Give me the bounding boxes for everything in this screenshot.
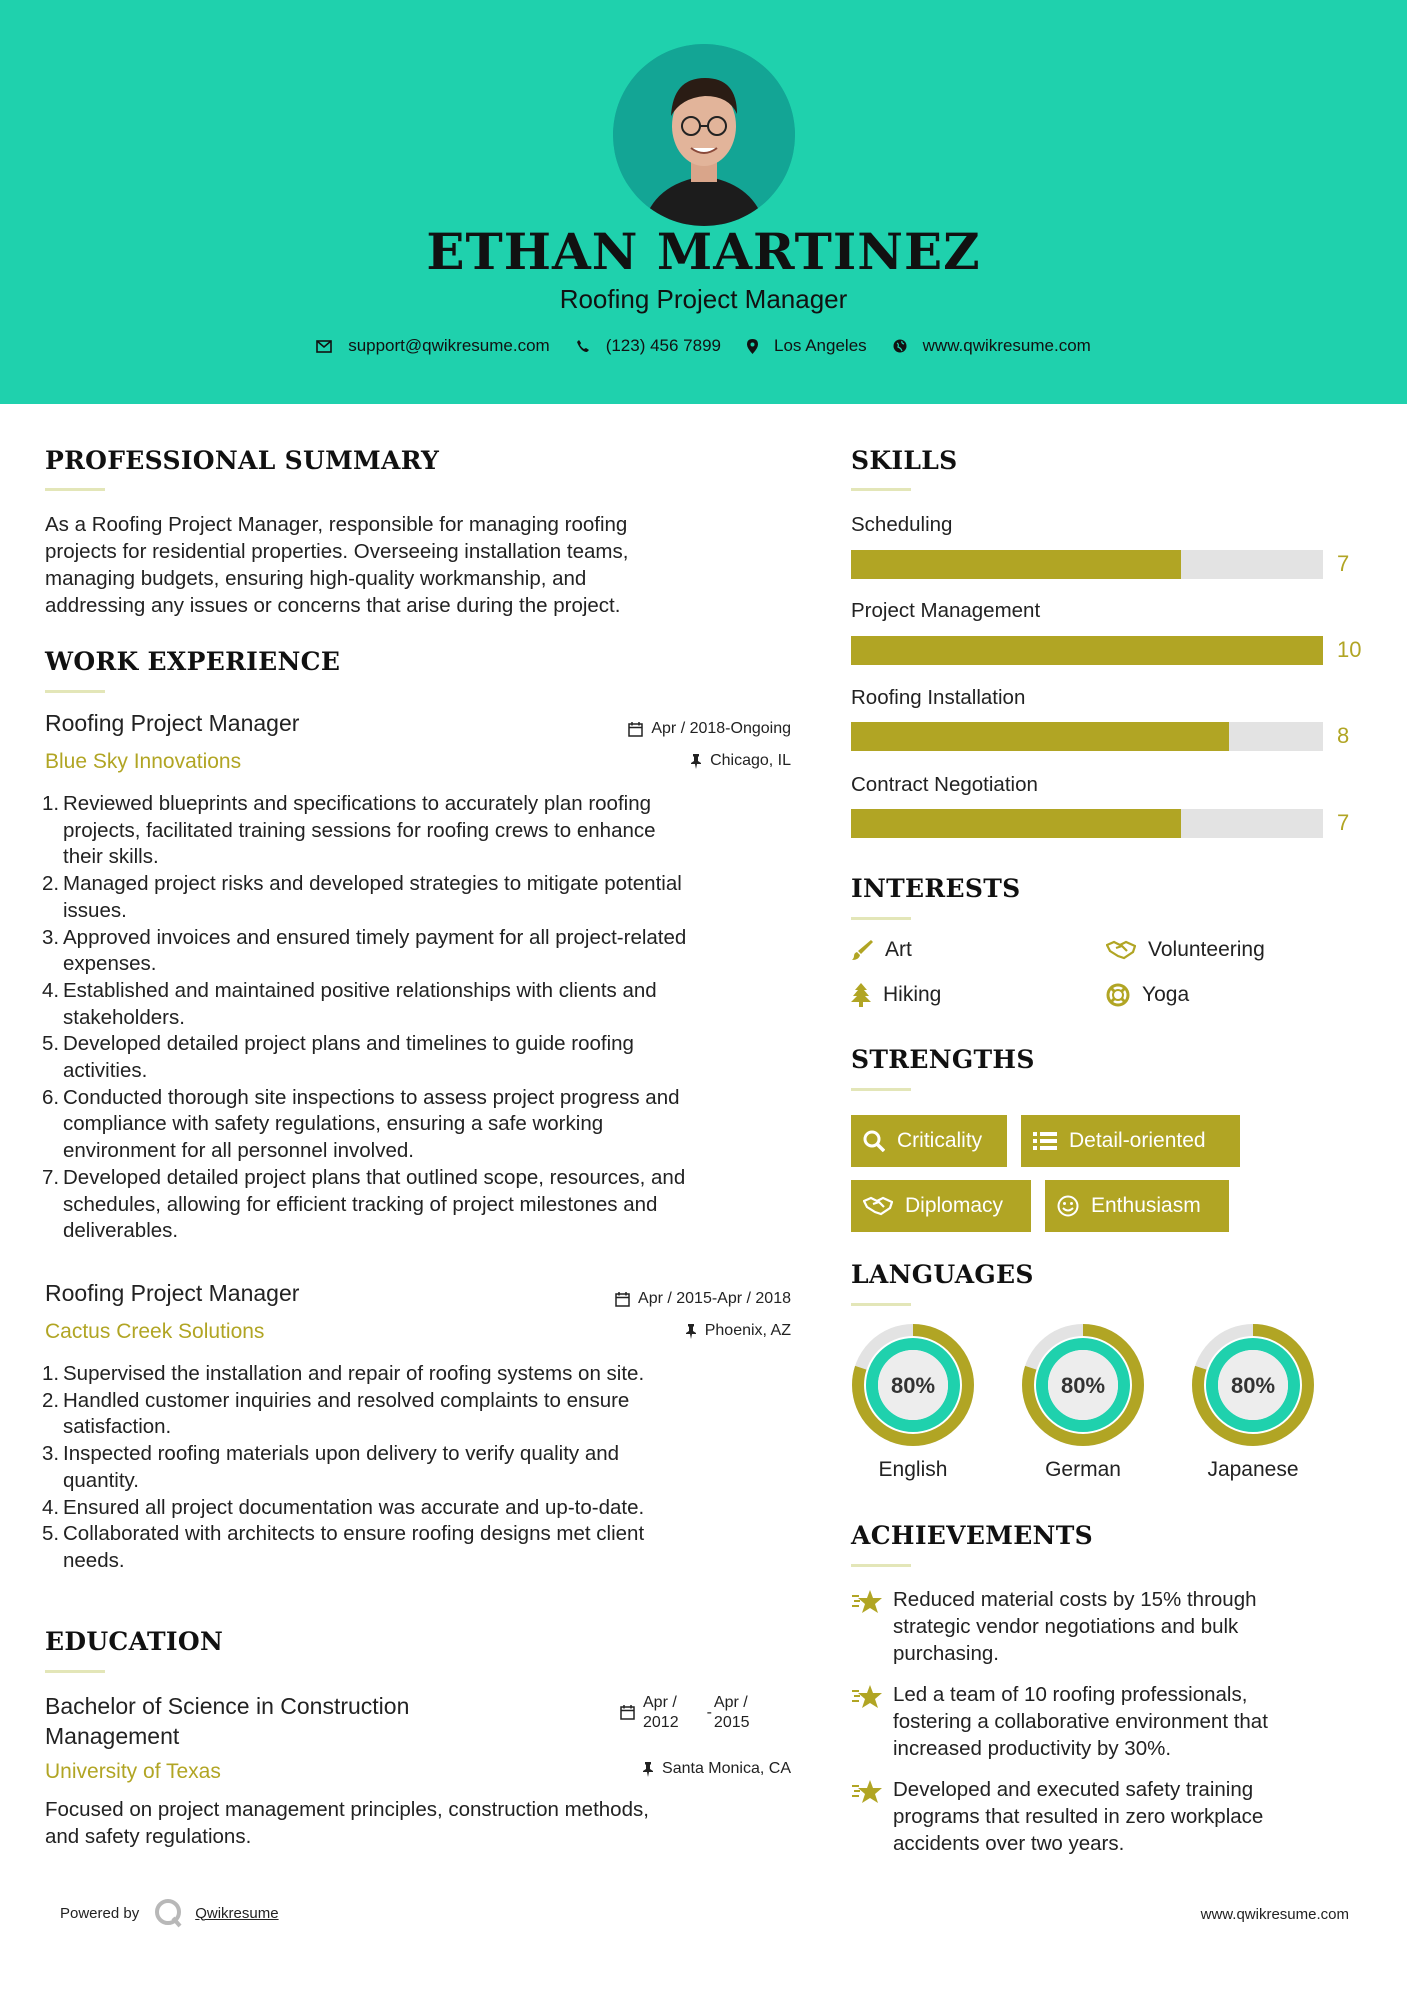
language-percent: 80%: [890, 1373, 936, 1398]
smile-icon: [1057, 1195, 1079, 1217]
job-location-text: Chicago, IL: [710, 752, 791, 769]
achievement-text: Led a team of 10 roofing professionals, fostering a collaborative environment that increased productivity by 30%.: [893, 1683, 1268, 1760]
lifebuoy-icon: [1106, 983, 1130, 1007]
list-item: 4. Established and maintained positive relationships with clients and stakeholders.: [42, 978, 657, 1029]
qwikresume-link[interactable]: Qwikresume: [195, 1904, 279, 1922]
envelope-icon: [316, 340, 332, 353]
header-banner: [0, 0, 1407, 404]
achievement-text: Developed and executed safety training programs that resulted in zero workplace accidents over two years.: [893, 1778, 1264, 1855]
skills-heading-underline: [851, 488, 911, 491]
achievement-item: [851, 1681, 1268, 1762]
footer-powered-by: [60, 1897, 279, 1929]
powered-by-label: Powered by: [60, 1904, 140, 1922]
skill-bar-fill: [851, 636, 1323, 665]
summary-line: As a Roofing Project Manager, responsible for managing roofing: [45, 513, 628, 536]
skills-heading: SKILLS: [851, 446, 958, 475]
education-location-text: Santa Monica, CA: [662, 1760, 791, 1777]
contact-bar: [0, 336, 1407, 356]
phone-icon: [576, 339, 590, 353]
contact-website[interactable]: [893, 336, 1091, 356]
search-icon: [863, 1130, 885, 1152]
job-duties-list: [42, 791, 803, 1245]
languages-heading-underline: [851, 1303, 911, 1306]
achievements-heading-underline: [851, 1564, 911, 1567]
job-company: Cactus Creek Solutions: [45, 1320, 265, 1343]
footer-website-link[interactable]: www.qwikresume.com: [1200, 1906, 1349, 1923]
brush-icon: [851, 939, 873, 961]
skill-bar-track: [851, 809, 1323, 838]
interest-art: Art: [851, 938, 912, 962]
job-location: [480, 752, 791, 770]
education-description: Focused on project management principles, construction methods, and safety regulations.: [45, 1798, 649, 1848]
map-pin-icon: [747, 339, 758, 354]
education-heading-underline: [45, 1670, 105, 1673]
summary-text: [45, 511, 785, 619]
strength-badge-detail-oriented: Detail-oriented: [1021, 1115, 1240, 1167]
job-dates-text: Apr / 2015-Apr / 2018: [638, 1290, 791, 1307]
skill-value: 7: [1337, 551, 1350, 576]
job-location-text: Phoenix, AZ: [704, 1322, 791, 1339]
achievement-item: [851, 1776, 1263, 1857]
interests-heading-underline: [851, 917, 911, 920]
job-dates: [480, 720, 791, 738]
summary-line: projects for residential properties. Overseeing installation teams,: [45, 540, 629, 563]
job-location: [480, 1322, 791, 1340]
experience-heading: WORK EXPERIENCE: [45, 647, 341, 676]
candidate-name: ETHAN MARTINEZ: [426, 222, 981, 281]
list-icon: [1033, 1131, 1057, 1151]
contact-location-text: Los Angeles: [774, 336, 867, 355]
calendar-icon: [615, 1292, 630, 1307]
education-heading: EDUCATION: [45, 1627, 224, 1656]
strengths-heading-underline: [851, 1088, 911, 1091]
summary-heading-underline: [45, 488, 105, 491]
education-date-end: Apr / 2015: [713, 1694, 750, 1731]
language-donut: [1021, 1323, 1145, 1447]
tree-icon: [851, 983, 871, 1007]
strengths-heading: STRENGTHS: [851, 1045, 1035, 1074]
calendar-icon: [628, 722, 643, 737]
list-item: 2. Handled customer inquiries and resolved complaints to ensure satisfaction.: [42, 1388, 630, 1439]
education-dates: [620, 1693, 750, 1733]
language-label: English: [878, 1458, 948, 1481]
globe-icon: [893, 339, 907, 353]
language-label: Japanese: [1207, 1458, 1299, 1481]
list-item: 1. Reviewed blueprints and specifications to accurately plan roofing projects, facilitated training sessions for roofing crews to enhance their skills.: [42, 792, 656, 869]
interest-yoga: Yoga: [1106, 983, 1189, 1007]
strength-badge-enthusiasm: Enthusiasm: [1045, 1180, 1229, 1232]
pushpin-icon: [690, 754, 702, 769]
pushpin-icon: [642, 1762, 654, 1777]
job-title: Roofing Project Manager: [45, 1280, 300, 1306]
interest-volunteering: Volunteering: [1106, 938, 1265, 962]
skill-bar-track: [851, 722, 1323, 751]
interest-hiking: Hiking: [851, 983, 941, 1007]
skill-bar-track: [851, 636, 1323, 665]
achievement-item: [851, 1586, 1257, 1667]
skill-value: 10: [1337, 637, 1362, 662]
skill-label: Contract Negotiation: [851, 773, 1038, 796]
skill-bar-track: [851, 550, 1323, 579]
skill-bar-fill: [851, 809, 1181, 838]
skill-value: 7: [1337, 810, 1350, 835]
qwikresume-logo-icon: [153, 1897, 185, 1929]
education-location: [480, 1760, 791, 1778]
star-badge-icon: [851, 1778, 883, 1806]
list-item: 3. Approved invoices and ensured timely payment for all project-related expenses.: [42, 925, 687, 976]
skill-label: Scheduling: [851, 513, 953, 536]
pushpin-icon: [685, 1324, 697, 1339]
calendar-icon: [620, 1705, 635, 1720]
contact-phone-text: (123) 456 7899: [605, 336, 722, 355]
list-item: 7. Developed detailed project plans that outlined scope, resources, and schedules, allowing for efficient tracking of project milestones and deliverables.: [42, 1165, 686, 1243]
experience-heading-underline: [45, 690, 105, 693]
skill-label: Project Management: [851, 599, 1041, 622]
interests-heading: INTERESTS: [851, 874, 1021, 903]
summary-line: managing budgets, ensuring high-quality workmanship, and: [45, 567, 587, 590]
school-name: University of Texas: [45, 1760, 221, 1783]
list-item: 3. Inspected roofing materials upon delivery to verify quality and quantity.: [42, 1442, 620, 1492]
skill-label: Roofing Installation: [851, 686, 1026, 709]
summary-line: addressing any issues or concerns that arise during the project.: [45, 594, 621, 617]
language-donut: [1191, 1323, 1315, 1447]
list-item: 5. Collaborated with architects to ensure roofing designs met client needs.: [42, 1522, 645, 1572]
education-date-separator: -: [706, 1704, 712, 1721]
job-duties-list: [42, 1361, 803, 1575]
star-badge-icon: [851, 1683, 883, 1711]
degree-line: Bachelor of Science in Construction: [45, 1693, 410, 1719]
list-item: 4. Ensured all project documentation was accurate and up-to-date.: [42, 1495, 645, 1519]
contact-phone[interactable]: [576, 336, 721, 356]
language-percent: 80%: [1230, 1373, 1276, 1398]
summary-heading: PROFESSIONAL SUMMARY: [45, 446, 440, 475]
contact-location: [747, 336, 867, 356]
skill-bar-fill: [851, 722, 1229, 751]
handshake-icon: [863, 1196, 893, 1216]
job-title: Roofing Project Manager: [45, 710, 300, 736]
list-item: 2. Managed project risks and developed strategies to mitigate potential issues.: [42, 872, 682, 922]
strength-badge-diplomacy: Diplomacy: [851, 1180, 1031, 1232]
profile-photo: [613, 44, 795, 226]
language-donut: [851, 1323, 975, 1447]
job-dates-text: Apr / 2018-Ongoing: [651, 720, 791, 737]
skill-value: 8: [1337, 723, 1350, 748]
star-badge-icon: [851, 1588, 883, 1616]
language-label: German: [1045, 1458, 1121, 1481]
job-dates: [480, 1290, 791, 1308]
list-item: 5. Developed detailed project plans and timelines to guide roofing activities.: [42, 1032, 634, 1083]
candidate-title: Roofing Project Manager: [559, 284, 848, 314]
contact-email[interactable]: [316, 336, 550, 356]
degree-line: Management: [45, 1723, 180, 1749]
contact-email-text: support@qwikresume.com: [348, 336, 550, 355]
education-date-start: Apr / 2012: [643, 1694, 679, 1731]
achievements-heading: ACHIEVEMENTS: [851, 1521, 1093, 1550]
list-item: 1. Supervised the installation and repair of roofing systems on site.: [42, 1362, 645, 1385]
job-company: Blue Sky Innovations: [45, 750, 242, 773]
contact-website-text: www.qwikresume.com: [922, 336, 1091, 355]
list-item: 6. Conducted thorough site inspections to assess project progress and compliance with safety regulations, ensuring a safe working environment for all personnel involved.: [42, 1085, 680, 1163]
degree-title: [45, 1691, 409, 1751]
language-percent: 80%: [1060, 1373, 1106, 1398]
achievement-text: Reduced material costs by 15% through strategic vendor negotiations and bulk purchasing.: [893, 1588, 1257, 1665]
handshake-icon: [1106, 940, 1136, 960]
languages-heading: LANGUAGES: [851, 1260, 1034, 1289]
skill-bar-fill: [851, 550, 1181, 579]
strength-badge-criticality: Criticality: [851, 1115, 1007, 1167]
